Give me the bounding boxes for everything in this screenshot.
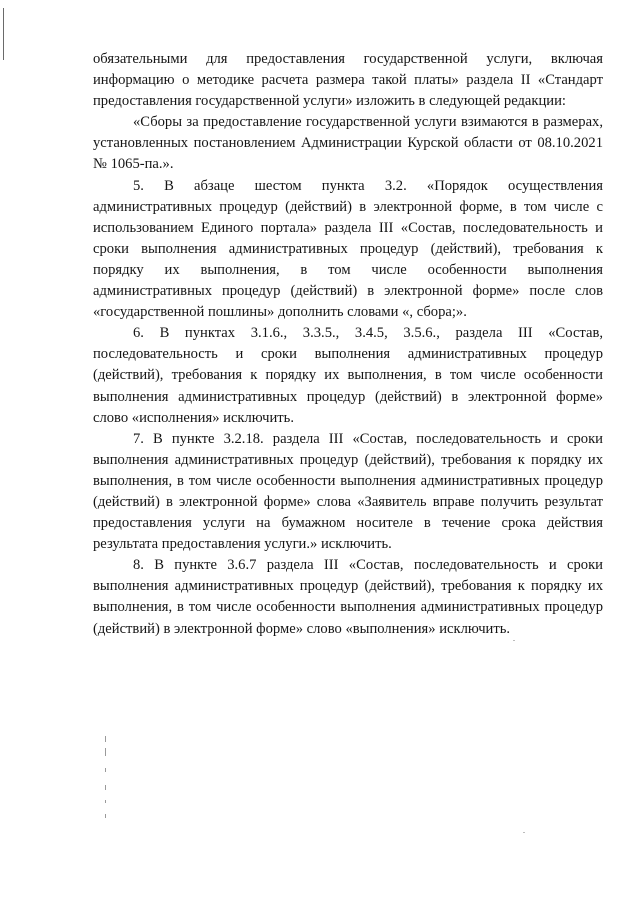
body-text: [93, 49, 603, 640]
quote-paragraph: «Сборы за предоставление государственной услуги взимаются в размерах, установленных постановлением Администрации Курской области от 08.10.2021 № 1065-па.».: [93, 114, 603, 173]
item-6-paragraph: 6. В пунктах 3.1.6., 3.3.5., 3.4.5, 3.5.6., раздела III «Состав, последовательность и сроки выполнения административных процедур (действий), требования к порядку их выполнения, в том числе особенности выполнения административных процедур (действий) в электронной форме» слово «исполнения» исключить.: [93, 325, 603, 426]
continuation-paragraph: обязательными для предоставления государственной услуги, включая информацию о методике расчета размера такой платы» раздела II «Стандарт предоставления государственной услуги» изложить в следующей редакции:: [93, 51, 603, 110]
item-5-paragraph: 5. В абзаце шестом пункта 3.2. «Порядок осуществления административных процедур (действий) в электронной форме, в том числе с использованием Единого портала» раздела III «Состав, последовательность и сроки выполнения административных процедур (действий), требования к порядку их выполнения, в том числе особенности выполнения административных процедур (действий) в электронной форме» после слов «государственной пошлины» дополнить словами «, сбора;».: [93, 177, 603, 321]
item-8-paragraph: 8. В пункте 3.6.7 раздела III «Состав, последовательность и сроки выполнения административных процедур (действий), требования к порядку их выполнения, в том числе особенности выполнения административных процедур (действий) в электронной форме» слово «выполнения» исключить.: [93, 557, 603, 637]
item-7-paragraph: 7. В пункте 3.2.18. раздела III «Состав, последовательность и сроки выполнения административных процедур (действий), требования к порядку их выполнения, в том числе особенности выполнения административных процедур (действий) в электронной форме» слова «Заявитель вправе получить результат предоставления услуги на бумажном носителе в течение срока действия результата предоставления услуги.» исключить.: [93, 430, 603, 553]
scan-edge-mark: [3, 8, 4, 60]
